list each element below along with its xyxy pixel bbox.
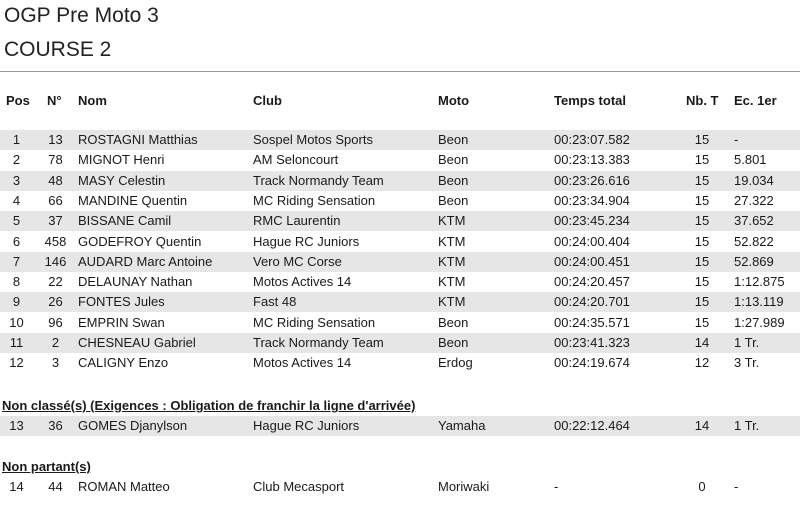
cell-nbt: 15 bbox=[694, 274, 710, 290]
cell-nom: CALIGNY Enzo bbox=[78, 355, 169, 371]
cell-nbt: 15 bbox=[694, 172, 710, 188]
cell-nbt: 15 bbox=[694, 192, 710, 208]
cell-nbt: 0 bbox=[698, 479, 706, 494]
cell-pos: 14 bbox=[9, 479, 24, 494]
cell-moto: Erdog bbox=[438, 355, 473, 371]
title-divider bbox=[0, 71, 800, 72]
cell-temps: 00:23:45.234 bbox=[554, 213, 630, 229]
cell-num: 3 bbox=[51, 355, 60, 371]
header-moto: Moto bbox=[438, 93, 470, 108]
cell-ec: 3 Tr. bbox=[734, 355, 760, 371]
cell-nom: GODEFROY Quentin bbox=[78, 233, 202, 249]
cell-temps: 00:24:20.701 bbox=[554, 294, 630, 310]
cell-pos: 7 bbox=[12, 253, 21, 269]
cell-ec: 5.801 bbox=[734, 152, 767, 168]
cell-moto: Beon bbox=[438, 172, 469, 188]
cell-nbt: 15 bbox=[694, 213, 710, 229]
non-partant-label: Non partant(s) bbox=[2, 459, 91, 474]
table-row bbox=[0, 191, 800, 211]
cell-num: 146 bbox=[44, 253, 67, 269]
cell-moto: KTM bbox=[438, 213, 466, 229]
cell-nom: ROMAN Matteo bbox=[78, 479, 170, 494]
cell-num: 48 bbox=[48, 172, 63, 188]
table-row bbox=[0, 333, 800, 353]
cell-temps: 00:23:34.904 bbox=[554, 192, 630, 208]
cell-pos: 10 bbox=[9, 314, 24, 330]
cell-nbt: 12 bbox=[694, 355, 710, 371]
cell-moto: Yamaha bbox=[438, 418, 486, 433]
cell-club: Fast 48 bbox=[253, 294, 297, 310]
cell-club: Vero MC Corse bbox=[253, 253, 342, 269]
cell-club: Club Mecasport bbox=[253, 479, 345, 494]
cell-pos: 6 bbox=[12, 233, 21, 249]
cell-nom: MASY Celestin bbox=[78, 172, 166, 188]
cell-nom: FONTES Jules bbox=[78, 294, 165, 310]
cell-club: Track Normandy Team bbox=[253, 172, 384, 188]
cell-nbt: 15 bbox=[694, 253, 710, 269]
cell-nbt: 15 bbox=[694, 132, 710, 147]
cell-club: Motos Actives 14 bbox=[253, 274, 352, 290]
cell-temps: 00:24:00.404 bbox=[554, 233, 630, 249]
table-row bbox=[0, 416, 800, 436]
cell-club: AM Seloncourt bbox=[253, 152, 339, 168]
cell-temps: 00:24:19.674 bbox=[554, 355, 630, 371]
cell-moto: Beon bbox=[438, 335, 469, 350]
cell-ec: 19.034 bbox=[734, 172, 774, 188]
cell-nbt: 15 bbox=[694, 152, 710, 168]
cell-num: 66 bbox=[48, 192, 63, 208]
table-row bbox=[0, 171, 800, 191]
cell-club: RMC Laurentin bbox=[253, 213, 341, 229]
cell-pos: 1 bbox=[12, 132, 21, 147]
cell-temps: 00:24:20.457 bbox=[554, 274, 630, 290]
cell-num: 458 bbox=[44, 233, 67, 249]
cell-pos: 9 bbox=[12, 294, 21, 310]
cell-ec: 1 Tr. bbox=[734, 335, 760, 350]
cell-num: 44 bbox=[48, 479, 63, 494]
cell-num: 96 bbox=[48, 314, 63, 330]
cell-nom: DELAUNAY Nathan bbox=[78, 274, 193, 290]
header-nbt: Nb. T bbox=[686, 93, 719, 108]
cell-pos: 8 bbox=[12, 274, 21, 290]
cell-num: 37 bbox=[48, 213, 63, 229]
header-ec: Ec. 1er bbox=[734, 93, 777, 108]
cell-temps: 00:23:26.616 bbox=[554, 172, 630, 188]
cell-moto: Moriwaki bbox=[438, 479, 490, 494]
cell-nom: GOMES Djanylson bbox=[78, 418, 188, 433]
table-row bbox=[0, 272, 800, 292]
cell-club: Sospel Motos Sports bbox=[253, 132, 373, 147]
cell-club: MC Riding Sensation bbox=[253, 192, 376, 208]
cell-moto: Beon bbox=[438, 152, 469, 168]
cell-ec: - bbox=[734, 132, 739, 147]
cell-pos: 11 bbox=[9, 335, 24, 350]
cell-ec: 37.652 bbox=[734, 213, 774, 229]
cell-ec: 52.869 bbox=[734, 253, 774, 269]
header-club: Club bbox=[253, 93, 282, 108]
table-row bbox=[0, 477, 800, 497]
header-pos: Pos bbox=[6, 93, 30, 108]
cell-temps: 00:22:12.464 bbox=[554, 418, 630, 433]
cell-temps: - bbox=[554, 479, 559, 494]
cell-pos: 3 bbox=[12, 172, 21, 188]
table-row bbox=[0, 150, 800, 170]
table-row bbox=[0, 313, 800, 333]
cell-nbt: 15 bbox=[694, 314, 710, 330]
page-title: OGP Pre Moto 3 bbox=[4, 4, 159, 27]
table-row bbox=[0, 232, 800, 252]
cell-pos: 5 bbox=[12, 213, 21, 229]
table-row bbox=[0, 252, 800, 272]
table-row bbox=[0, 292, 800, 312]
cell-nom: EMPRIN Swan bbox=[78, 314, 165, 330]
cell-temps: 00:24:00.451 bbox=[554, 253, 630, 269]
cell-moto: KTM bbox=[438, 253, 466, 269]
cell-nom: MANDINE Quentin bbox=[78, 192, 188, 208]
cell-temps: 00:23:41.323 bbox=[554, 335, 630, 350]
cell-num: 2 bbox=[51, 335, 60, 350]
cell-nbt: 15 bbox=[694, 294, 710, 310]
non-classe-label: Non classé(s) (Exigences : Obligation de franchir la ligne d'arrivée) bbox=[2, 398, 416, 413]
cell-temps: 00:23:13.383 bbox=[554, 152, 630, 168]
cell-num: 36 bbox=[48, 418, 63, 433]
cell-num: 22 bbox=[48, 274, 63, 290]
cell-ec: 52.822 bbox=[734, 233, 774, 249]
cell-ec: 1 Tr. bbox=[734, 418, 760, 433]
cell-club: Track Normandy Team bbox=[253, 335, 384, 350]
cell-ec: 1:27.989 bbox=[734, 314, 785, 330]
cell-nbt: 14 bbox=[694, 418, 710, 433]
cell-moto: KTM bbox=[438, 233, 466, 249]
cell-nom: ROSTAGNI Matthias bbox=[78, 132, 198, 147]
cell-moto: Beon bbox=[438, 132, 469, 147]
race-subtitle: COURSE 2 bbox=[4, 38, 112, 61]
cell-ec: 27.322 bbox=[734, 192, 774, 208]
cell-moto: KTM bbox=[438, 294, 466, 310]
cell-pos: 12 bbox=[9, 355, 24, 371]
cell-nbt: 14 bbox=[694, 335, 710, 350]
table-row bbox=[0, 211, 800, 231]
cell-num: 26 bbox=[48, 294, 63, 310]
cell-ec: - bbox=[734, 479, 739, 494]
cell-moto: Beon bbox=[438, 314, 469, 330]
cell-moto: KTM bbox=[438, 274, 466, 290]
cell-pos: 2 bbox=[12, 152, 21, 168]
cell-nom: AUDARD Marc Antoine bbox=[78, 253, 213, 269]
table-row bbox=[0, 353, 800, 373]
cell-nbt: 15 bbox=[694, 233, 710, 249]
cell-pos: 13 bbox=[9, 418, 24, 433]
table-row bbox=[0, 130, 800, 150]
header-nom: Nom bbox=[78, 93, 107, 108]
cell-club: MC Riding Sensation bbox=[253, 314, 376, 330]
header-num: N° bbox=[47, 93, 62, 108]
cell-club: Hague RC Juniors bbox=[253, 418, 360, 433]
cell-temps: 00:23:07.582 bbox=[554, 132, 630, 147]
cell-club: Hague RC Juniors bbox=[253, 233, 360, 249]
table-header bbox=[0, 92, 800, 110]
cell-moto: Beon bbox=[438, 192, 469, 208]
header-temps: Temps total bbox=[554, 93, 626, 108]
cell-ec: 1:12.875 bbox=[734, 274, 785, 290]
cell-num: 13 bbox=[48, 132, 63, 147]
cell-nom: CHESNEAU Gabriel bbox=[78, 335, 196, 350]
cell-nom: MIGNOT Henri bbox=[78, 152, 165, 168]
cell-num: 78 bbox=[48, 152, 63, 168]
cell-pos: 4 bbox=[12, 192, 21, 208]
cell-ec: 1:13.119 bbox=[734, 294, 784, 310]
cell-nom: BISSANE Camil bbox=[78, 213, 172, 229]
cell-temps: 00:24:35.571 bbox=[554, 314, 630, 330]
cell-club: Motos Actives 14 bbox=[253, 355, 352, 371]
